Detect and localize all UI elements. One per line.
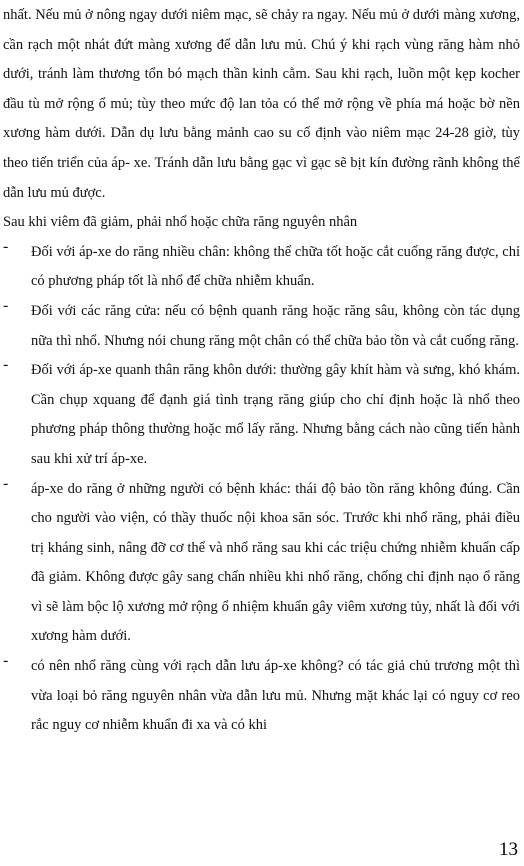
bullet-dash: -: [3, 356, 9, 374]
list-item-text: Đối với áp-xe quanh thân răng khôn dưới: thường gây khít hàm và sưng, khó khám. Cần chụp xquang để đạnh giá tình trạng răng giúp cho chỉ định hoặc là nhổ theo phương pháp thông thường hoặc mổ lấy răng. Nhưng bằng cách nào cũng tiến hành sau khi xử trí áp-xe.: [31, 362, 520, 467]
list-item: [0, 475, 524, 653]
bullet-dash: -: [3, 296, 9, 314]
intro-paragraph: nhất. Nếu mủ ở nông ngay dưới niêm mạc, sẽ chảy ra ngay. Nếu mủ ở dưới màng xương, cần rạch một nhát đứt màng xương để dẫn lưu mủ. Chú ý khi rạch vùng răng hàm nhỏ dưới, tránh làm thương tổn bó mạch thần kinh cằm. Sau khi rạch, luồn một kẹp kocher đầu tù mở rộng ổ mủ; tùy theo mức độ lan tỏa có thể mở rộng về phía má hoặc bờ nền xương hàm dưới. Dẫn dụ lưu bằng mảnh cao su cố định vào niêm mạc 24-28 giờ, tùy theo tiến triển của áp- xe. Tránh dẫn lưu bằng gạc vì gạc sẽ bịt kín đường rãnh không thể dẫn lưu mủ được.: [3, 7, 520, 201]
list-item-text: có nên nhổ răng cùng với rạch dẫn lưu áp-xe không? có tác giả chủ trương một thì vừa loại bỏ răng nguyên nhân vừa dẫn lưu mủ. Nhưng mặt khác lại có nguy cơ reo rắc nguy cơ nhiễm khuẩn đi xa và có khi: [31, 658, 520, 734]
list-item: [0, 238, 524, 297]
list-item: [0, 652, 524, 741]
bullet-dash: -: [3, 474, 9, 492]
list-item-text: Đối với áp-xe do răng nhiều chân: không thể chữa tốt hoặc cắt cuống răng được, chỉ có phương pháp tốt là nhổ để chữa nhiễm khuẩn.: [31, 243, 520, 290]
page-number: 13: [499, 839, 518, 860]
list-item: [0, 356, 524, 474]
section-lead: Sau khi viêm đã giảm, phải nhổ hoặc chữa răng nguyên nhân: [3, 214, 358, 231]
list-item: [0, 297, 524, 356]
bullet-dash: -: [3, 652, 9, 670]
list-item-text: áp-xe do răng ở những người có bệnh khác: thái độ bảo tồn răng không đúng. Cần cho người vào viện, có thầy thuốc nội khoa săn sóc. Trước khi nhổ răng, phải điều trị kháng sinh, nâng đỡ cơ thể và nhổ răng sau khi các triệu chứng nhiễm khuẩn cấp đã giảm. Không được gây sang chấn nhiều khi nhổ răng, chống chỉ định nạo ổ răng vì sẽ làm bộc lộ xương mở rộng ổ nhiệm khuẩn gây viêm xương tủy, nhất là đối với xương hàm dưới.: [31, 480, 520, 645]
list-item-text: Đối với các răng cửa: nếu có bệnh quanh răng hoặc răng sâu, không còn tác dụng nữa thì nhổ. Nhưng nói chung răng một chân có thể chữa bảo tồn và cắt cuống răng.: [31, 302, 520, 349]
bullet-dash: -: [3, 237, 9, 255]
